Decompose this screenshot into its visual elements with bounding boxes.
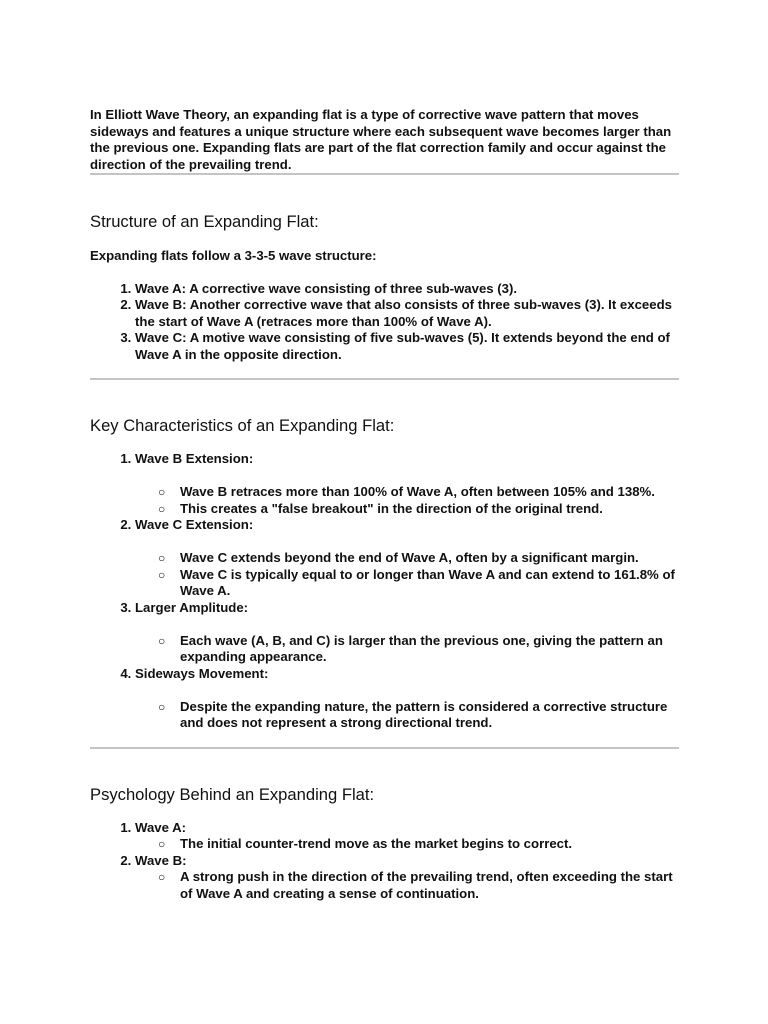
list-item: 2. Wave B: Another corrective wave that also consists of three sub-waves (3). It exceeds the start of Wave A (retraces more than 100% of Wave A). <box>135 297 679 330</box>
list-item <box>135 600 679 666</box>
list-item: 1. Wave A: A corrective wave consisting of three sub-waves (3). <box>135 281 679 298</box>
list-item <box>135 666 679 732</box>
sub-list-item: ○ Despite the expanding nature, the pattern is considered a corrective structure and does not represent a strong directional trend. <box>158 698 668 730</box>
sub-list <box>135 836 679 853</box>
list-item <box>135 820 679 853</box>
characteristics-list <box>90 451 679 732</box>
divider <box>90 173 679 175</box>
sub-list-item: ○ This creates a "false breakout" in the direction of the original trend. <box>158 500 603 516</box>
intro-paragraph: In Elliott Wave Theory, an expanding flat is a type of corrective wave pattern that moves sideways and features a unique structure where each subsequent wave becomes larger than the previous one. Expanding flats are part of the flat correction family and occur against the direction of the prevailing trend. <box>90 107 672 172</box>
list-item-title: Wave B Extension: <box>135 451 254 466</box>
sub-list-item: ○ Wave B retraces more than 100% of Wave A, often between 105% and 138%. <box>158 484 655 499</box>
circle-bullet-icon: ○ <box>158 485 166 499</box>
sub-list <box>135 699 679 732</box>
circle-bullet-icon: ○ <box>158 633 166 648</box>
divider <box>90 378 679 380</box>
list-item-title: Wave A: <box>135 819 187 835</box>
psychology-list <box>90 820 679 903</box>
sub-list <box>135 550 679 600</box>
sub-list <box>135 869 679 902</box>
circle-bullet-icon: ○ <box>158 551 166 565</box>
circle-bullet-icon: ○ <box>158 567 166 582</box>
list-item <box>135 517 679 600</box>
circle-bullet-icon: ○ <box>158 870 166 884</box>
list-item <box>135 451 679 517</box>
list-item <box>135 853 679 903</box>
sub-list-item: ○ The initial counter-trend move as the market begins to correct. <box>158 836 573 851</box>
section-heading-structure: Structure of an Expanding Flat: <box>90 212 319 231</box>
sub-list-item: ○ A strong push in the direction of the prevailing trend, often exceeding the start of Wave A and creating a sense of continuation. <box>158 869 673 901</box>
structure-list <box>90 281 679 364</box>
list-item: 3. Wave C: A motive wave consisting of five sub-waves (5). It extends beyond the end of Wave A in the opposite direction. <box>135 330 679 363</box>
list-item-title: Sideways Movement: <box>135 665 269 681</box>
list-item-title: Wave C Extension: <box>135 517 254 532</box>
document-page <box>90 107 679 902</box>
section-heading-characteristics: Key Characteristics of an Expanding Flat: <box>90 416 395 435</box>
sub-list-item: ○ Each wave (A, B, and C) is larger than the previous one, giving the pattern an expanding appearance. <box>158 632 663 664</box>
sub-list-item: ○ Wave C is typically equal to or longer than Wave A and can extend to 161.8% of Wave A. <box>158 566 675 598</box>
list-item-title: Larger Amplitude: <box>135 599 249 615</box>
sub-list-item: ○ Wave C extends beyond the end of Wave A, often by a significant margin. <box>158 550 639 565</box>
circle-bullet-icon: ○ <box>158 501 166 516</box>
sub-list <box>135 633 679 666</box>
divider <box>90 747 679 749</box>
sub-list <box>135 484 679 517</box>
section-heading-psychology: Psychology Behind an Expanding Flat: <box>90 784 375 804</box>
structure-lead: Expanding flats follow a 3-3-5 wave structure: <box>90 248 377 263</box>
circle-bullet-icon: ○ <box>158 699 166 714</box>
list-item-title: Wave B: <box>135 852 187 868</box>
circle-bullet-icon: ○ <box>158 837 166 851</box>
